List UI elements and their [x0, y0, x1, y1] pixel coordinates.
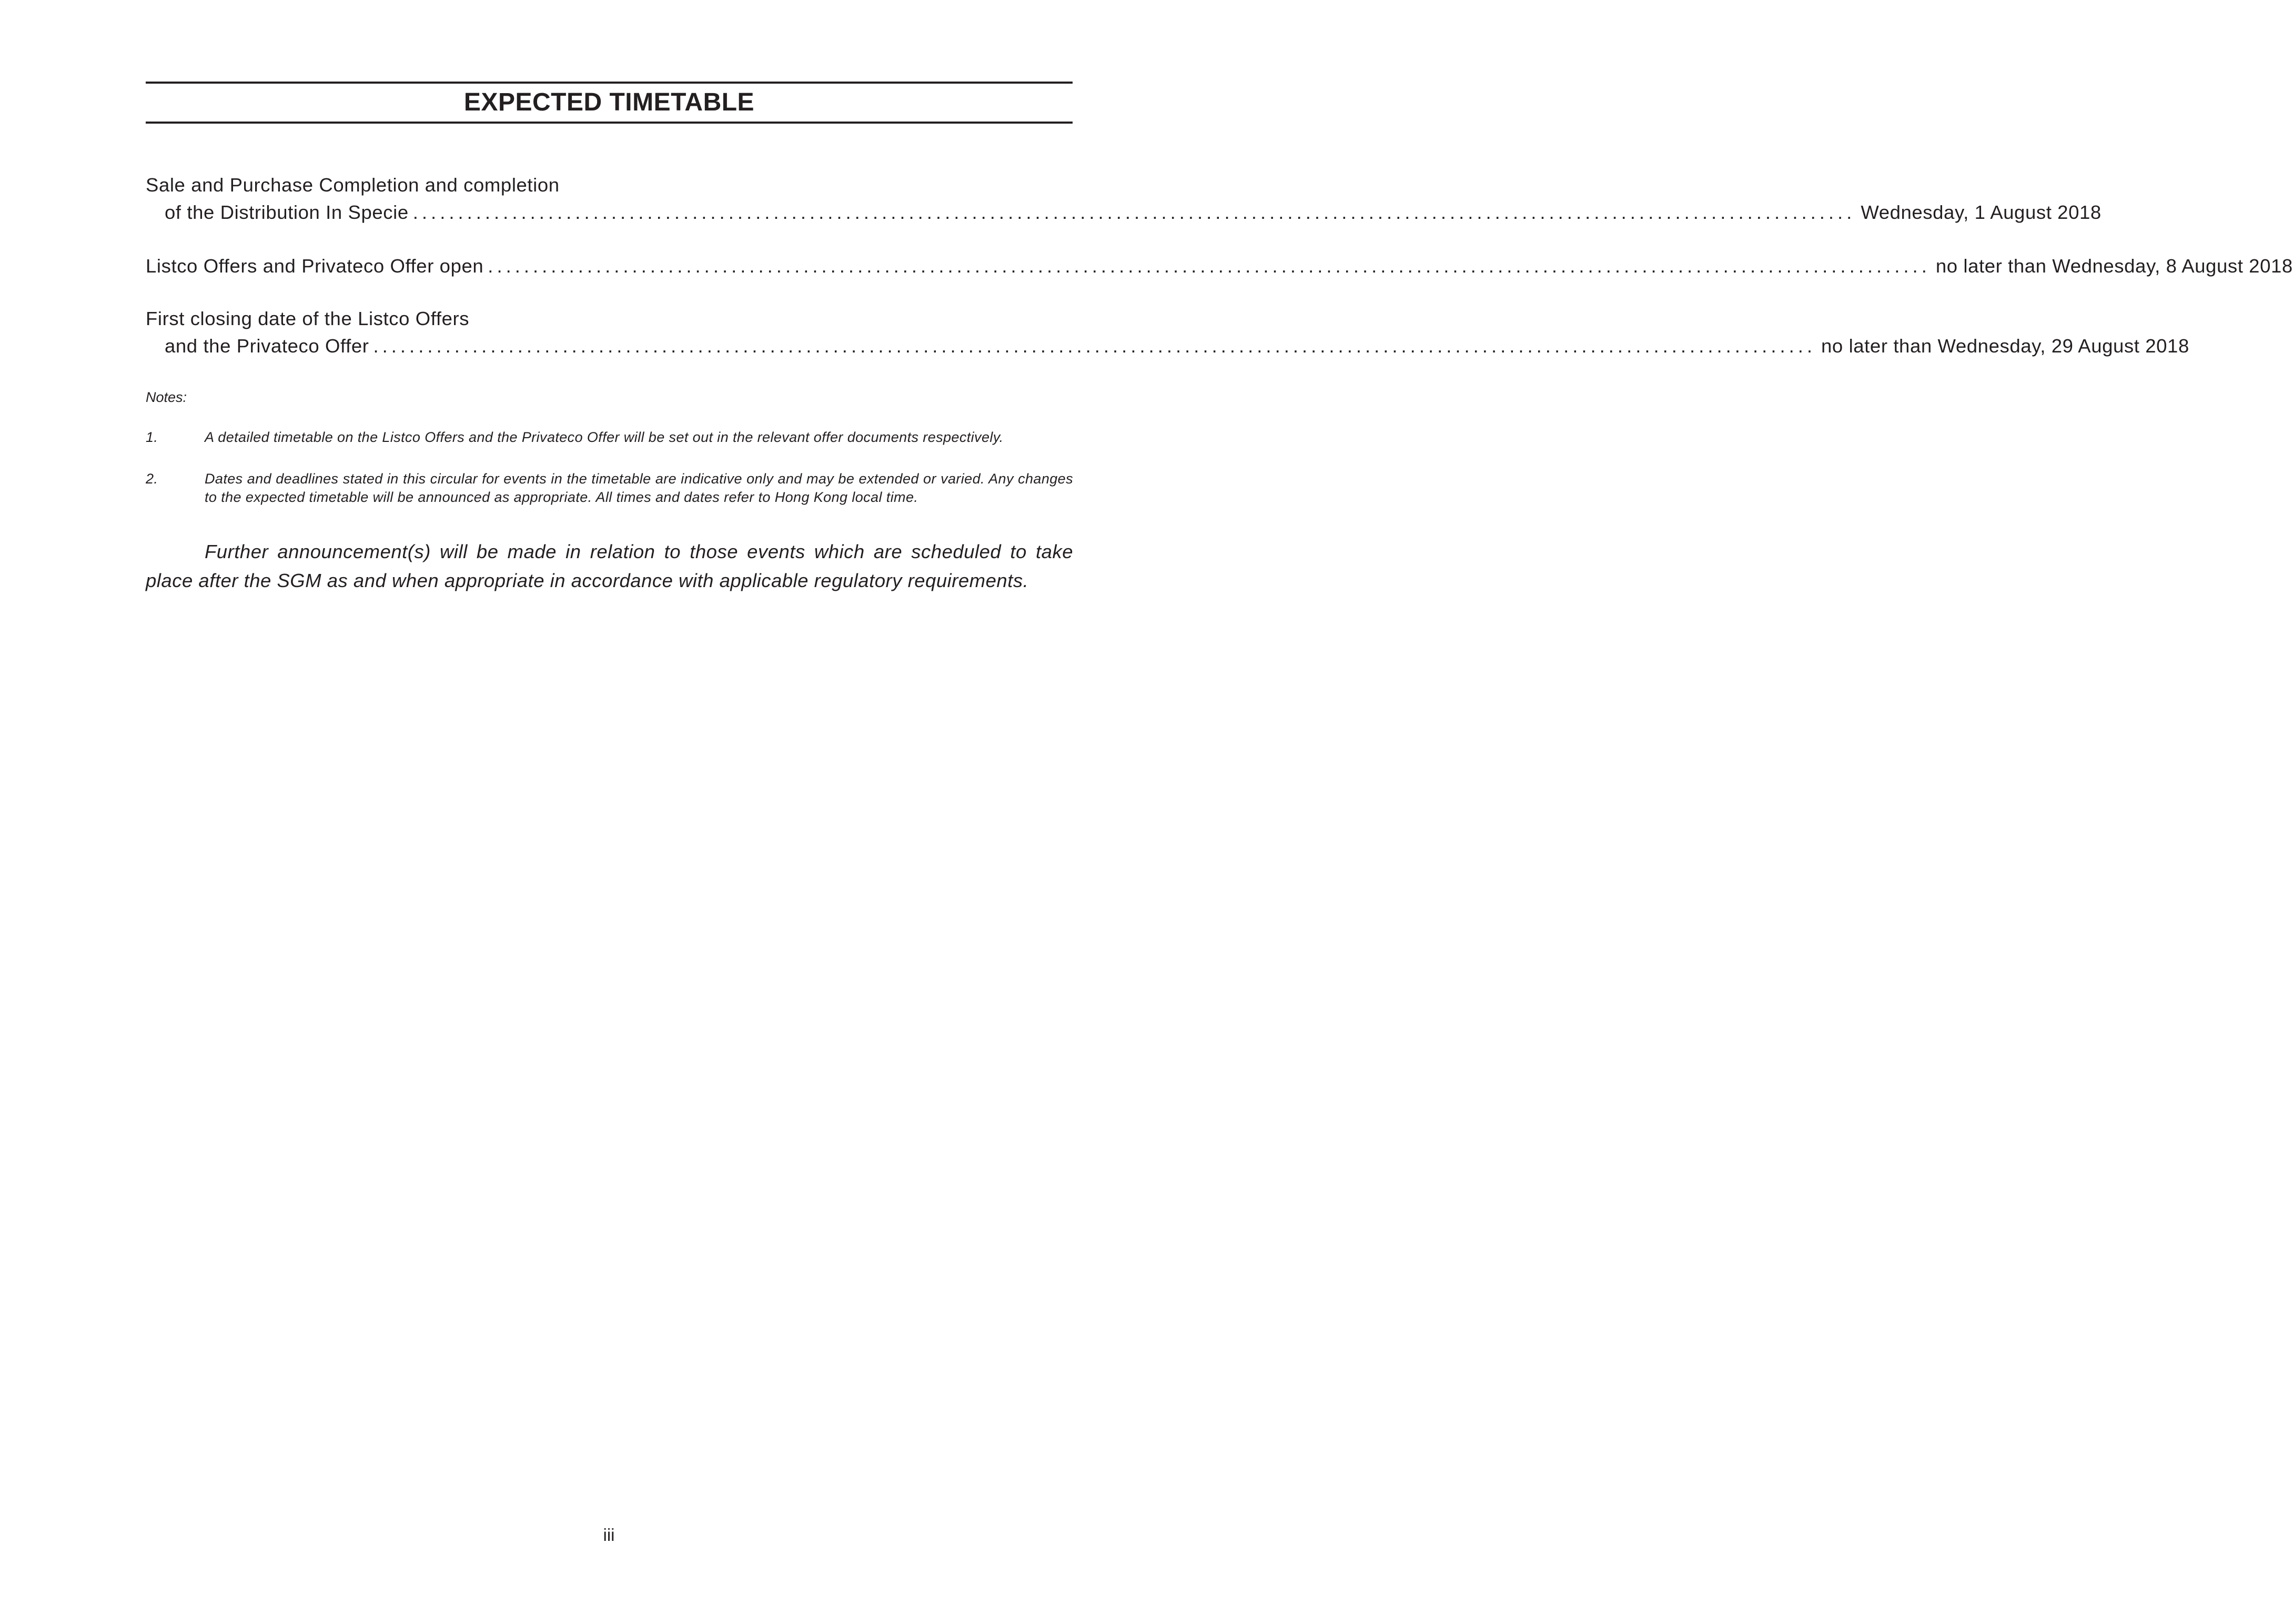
note-1	[146, 428, 1073, 447]
timetable-entry-1-date: Wednesday, 1 August 2018	[1861, 201, 2102, 223]
timetable-entry-3-date: no later than Wednesday, 29 August 2018	[1821, 335, 2189, 357]
note-text: A detailed timetable on the Listco Offers and the Privateco Offer will be set out in the relevant offer documents respectively.	[205, 429, 1004, 445]
timetable-entry-2-label: Listco Offers and Privateco Offer open	[146, 255, 484, 277]
timetable-entry-1-label-line1: Sale and Purchase Completion and completion	[146, 174, 560, 196]
closing-paragraph-line2: place after the SGM as and when appropriate in accordance with applicable regulatory requirements.	[146, 570, 1029, 591]
closing-paragraph-line1: Further announcement(s) will be made in relation to those events which are scheduled to take	[205, 541, 1073, 562]
title-bottom-rule	[146, 122, 1073, 124]
page-title: EXPECTED TIMETABLE	[463, 88, 755, 116]
title-top-rule	[146, 82, 1073, 84]
dot-leader: ................................................................................................................................................................	[412, 201, 1856, 223]
timetable-entry-1-label-line2: of the Distribution In Specie	[165, 201, 409, 223]
closing-paragraph	[146, 537, 1073, 595]
note-text: Dates and deadlines stated in this circular for events in the timetable are indicative only and may be extended or varied. Any changes to the expected timetable will be announced as appropriate. All times and dates refer to Hong Kong local time.	[205, 471, 1073, 505]
timetable-entry-2-date: no later than Wednesday, 8 August 2018	[1935, 255, 2293, 277]
note-number: 1.	[146, 429, 158, 445]
notes-heading: Notes:	[146, 389, 187, 405]
timetable-entry-2-row	[146, 255, 2293, 278]
timetable-entry-3-label-line2: and the Privateco Offer	[165, 335, 369, 357]
page-number: iii	[603, 1525, 615, 1545]
note-number: 2.	[146, 471, 158, 487]
timetable-entry-3-row	[146, 335, 2189, 358]
dot-leader: ................................................................................................................................................................	[373, 335, 1816, 357]
note-2	[146, 470, 1073, 507]
timetable-entry-3-label-line1: First closing date of the Listco Offers	[146, 308, 470, 329]
dot-leader: ................................................................................................................................................................	[488, 255, 1931, 277]
timetable-entry-1-row	[146, 201, 2102, 224]
